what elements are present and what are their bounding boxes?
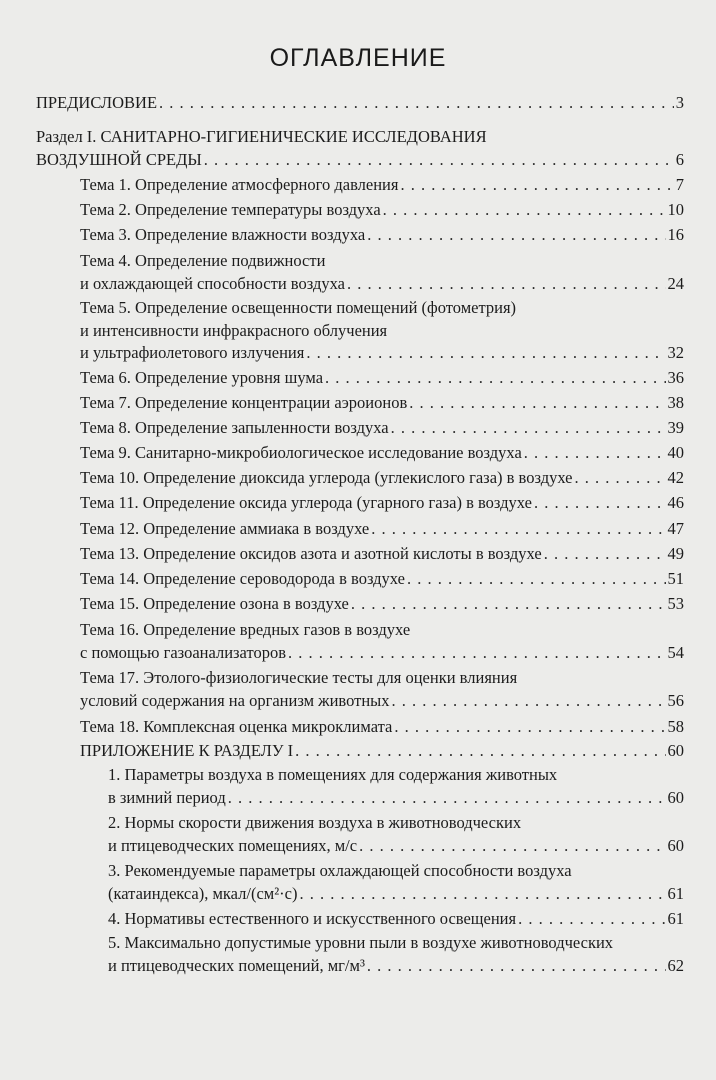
toc-page-number: 39 bbox=[667, 418, 684, 437]
toc-page-number: 53 bbox=[667, 594, 684, 613]
toc-entry-text: ПРИЛОЖЕНИЕ К РАЗДЕЛУ I bbox=[80, 741, 294, 760]
toc-entry-text: Тема 12. Определение аммиака в воздухе bbox=[80, 519, 370, 538]
dot-leader bbox=[347, 273, 666, 296]
toc-entry-text: Тема 17. Этолого-физиологические тесты для оценки влияния bbox=[80, 668, 518, 687]
dot-leader bbox=[295, 740, 665, 763]
dot-leader bbox=[306, 342, 665, 365]
toc-entry-text: и птицеводческих помещениях, м/с bbox=[108, 835, 358, 855]
toc-entry-text: и ультрафиолетового излучения bbox=[80, 343, 305, 363]
toc-page-number: 60 bbox=[667, 787, 684, 807]
toc-entry-text: Тема 1. Определение атмосферного давления bbox=[80, 175, 399, 194]
dot-leader bbox=[394, 716, 665, 739]
toc-page-number: 58 bbox=[667, 717, 684, 736]
dot-leader bbox=[359, 835, 665, 858]
toc-entry bbox=[80, 619, 684, 664]
toc-entry bbox=[80, 593, 684, 616]
dot-leader bbox=[391, 417, 666, 440]
toc-entry-text: Раздел I. САНИТАРНО-ГИГИЕНИЧЕСКИЕ ИССЛЕДОВАНИЯ bbox=[36, 127, 487, 146]
toc-entry-text: Тема 4. Определение подвижности bbox=[80, 251, 326, 270]
toc-page-number: 46 bbox=[667, 493, 684, 512]
toc-entry bbox=[80, 174, 684, 197]
toc-entry-text: Тема 5. Определение освещенности помещений (фотометрия) bbox=[80, 298, 517, 317]
toc-entry bbox=[108, 860, 684, 905]
toc-entry-text: Тема 13. Определение оксидов азота и азотной кислоты в воздухе bbox=[80, 544, 542, 563]
dot-leader bbox=[534, 492, 666, 515]
toc-page-number: 60 bbox=[667, 835, 684, 855]
toc-entry bbox=[80, 297, 684, 365]
toc-entry-text: Тема 18. Комплексная оценка микроклимата bbox=[80, 717, 393, 736]
toc-entry-text: условий содержания на организм животных bbox=[80, 690, 390, 710]
dot-leader bbox=[204, 149, 674, 172]
toc-page-number: 24 bbox=[667, 273, 684, 293]
toc-page-number: 61 bbox=[667, 883, 684, 903]
toc-page-number: 54 bbox=[667, 642, 684, 662]
toc-page-number: 7 bbox=[675, 175, 684, 194]
toc-entry-text: Тема 3. Определение влажности воздуха bbox=[80, 225, 366, 244]
dot-leader bbox=[288, 642, 666, 665]
toc-entry-text: Тема 14. Определение сероводорода в воздухе bbox=[80, 569, 405, 588]
toc-page-number: 3 bbox=[675, 93, 684, 112]
toc-entry bbox=[80, 740, 684, 763]
dot-leader bbox=[325, 367, 665, 390]
dot-leader bbox=[524, 442, 666, 465]
toc-page-number: 40 bbox=[667, 443, 684, 462]
toc-entry bbox=[80, 667, 684, 712]
toc-entry bbox=[36, 126, 684, 171]
dot-leader bbox=[409, 392, 665, 415]
toc-page-number: 32 bbox=[667, 343, 684, 363]
dot-leader bbox=[367, 224, 665, 247]
toc-page-number: 42 bbox=[667, 468, 684, 487]
toc-entry bbox=[80, 224, 684, 247]
toc-page-number: 47 bbox=[667, 519, 684, 538]
toc-entry-text: Тема 6. Определение уровня шума bbox=[80, 368, 324, 387]
toc-page-number: 60 bbox=[667, 741, 684, 760]
toc-entry-text: Тема 8. Определение запыленности воздуха bbox=[80, 418, 389, 437]
toc-entry-text: Тема 11. Определение оксида углерода (угарного газа) в воздухе bbox=[80, 493, 532, 512]
toc-entry bbox=[80, 417, 684, 440]
toc-entry bbox=[80, 467, 684, 490]
toc-entry bbox=[80, 367, 684, 390]
toc-entry-text: и интенсивности инфракрасного облучения bbox=[80, 320, 388, 340]
toc-entry bbox=[80, 568, 684, 591]
toc-entry bbox=[80, 250, 684, 295]
toc-entry bbox=[80, 442, 684, 465]
dot-leader bbox=[351, 593, 666, 616]
toc-entry-text: 2. Нормы скорости движения воздуха в животноводческих bbox=[108, 813, 522, 832]
toc-entry-text: ПРЕДИСЛОВИЕ bbox=[36, 93, 158, 112]
toc-entry-text: Тема 7. Определение концентрации аэроионов bbox=[80, 393, 408, 412]
toc-page-number: 16 bbox=[667, 225, 684, 244]
toc-entry-text: 3. Рекомендуемые параметры охлаждающей способности воздуха bbox=[108, 861, 572, 880]
toc-entry-text: Тема 10. Определение диоксида углерода (углекислого газа) в воздухе bbox=[80, 468, 573, 487]
toc-page-number: 6 bbox=[675, 149, 684, 169]
toc-page-number: 36 bbox=[667, 368, 684, 387]
toc-entry-text: 4. Нормативы естественного и искусственного освещения bbox=[108, 909, 517, 928]
toc-entry-text: Тема 15. Определение озона в воздухе bbox=[80, 594, 349, 613]
toc-entry bbox=[80, 392, 684, 415]
dot-leader bbox=[371, 518, 665, 541]
dot-leader bbox=[544, 543, 666, 566]
toc-entry bbox=[80, 518, 684, 541]
toc-entry-text: и птицеводческих помещений, мг/м³ bbox=[108, 955, 365, 975]
dot-leader bbox=[228, 787, 666, 810]
toc-entry-text: Тема 2. Определение температуры воздуха bbox=[80, 200, 381, 219]
toc-entry-text: Тема 16. Определение вредных газов в воздухе bbox=[80, 620, 411, 639]
toc-page-number: 10 bbox=[667, 200, 684, 219]
toc-page-number: 49 bbox=[667, 544, 684, 563]
toc-entry-text: в зимний период bbox=[108, 787, 226, 807]
toc-entry bbox=[36, 92, 684, 115]
toc-entry bbox=[80, 543, 684, 566]
toc-entry bbox=[80, 492, 684, 515]
toc-page-number: 62 bbox=[667, 955, 684, 975]
toc-entry bbox=[108, 932, 684, 977]
toc-entry bbox=[108, 764, 684, 809]
dot-leader bbox=[367, 955, 666, 978]
toc-entry-text: 5. Максимально допустимые уровни пыли в воздухе животноводческих bbox=[108, 933, 614, 952]
dot-leader bbox=[575, 467, 666, 490]
toc-page-number: 51 bbox=[667, 569, 684, 588]
toc-entry bbox=[108, 908, 684, 931]
dot-leader bbox=[518, 908, 665, 931]
toc-entry bbox=[80, 716, 684, 739]
toc-entry-text: ВОЗДУШНОЙ СРЕДЫ bbox=[36, 149, 202, 169]
toc-entry bbox=[80, 199, 684, 222]
dot-leader bbox=[400, 174, 673, 197]
dot-leader bbox=[299, 883, 665, 906]
toc-entry-text: и охлаждающей способности воздуха bbox=[80, 273, 345, 293]
toc-entry-text: 1. Параметры воздуха в помещениях для содержания животных bbox=[108, 765, 558, 784]
toc-page-number: 56 bbox=[667, 690, 684, 710]
toc-entry-text: Тема 9. Санитарно-микробиологическое исследование воздуха bbox=[80, 443, 522, 462]
dot-leader bbox=[383, 199, 666, 222]
page-title: ОГЛАВЛЕНИЕ bbox=[269, 44, 447, 72]
dot-leader bbox=[159, 92, 674, 115]
toc-entry-text: (катаиндекса), мкал/(см²·с) bbox=[108, 883, 298, 903]
dot-leader bbox=[392, 690, 666, 713]
toc-page-number: 61 bbox=[667, 909, 684, 928]
dot-leader bbox=[407, 568, 666, 591]
toc-entry-text: с помощью газоанализаторов bbox=[80, 642, 286, 662]
toc-page-number: 38 bbox=[667, 393, 684, 412]
toc-entry bbox=[108, 812, 684, 857]
